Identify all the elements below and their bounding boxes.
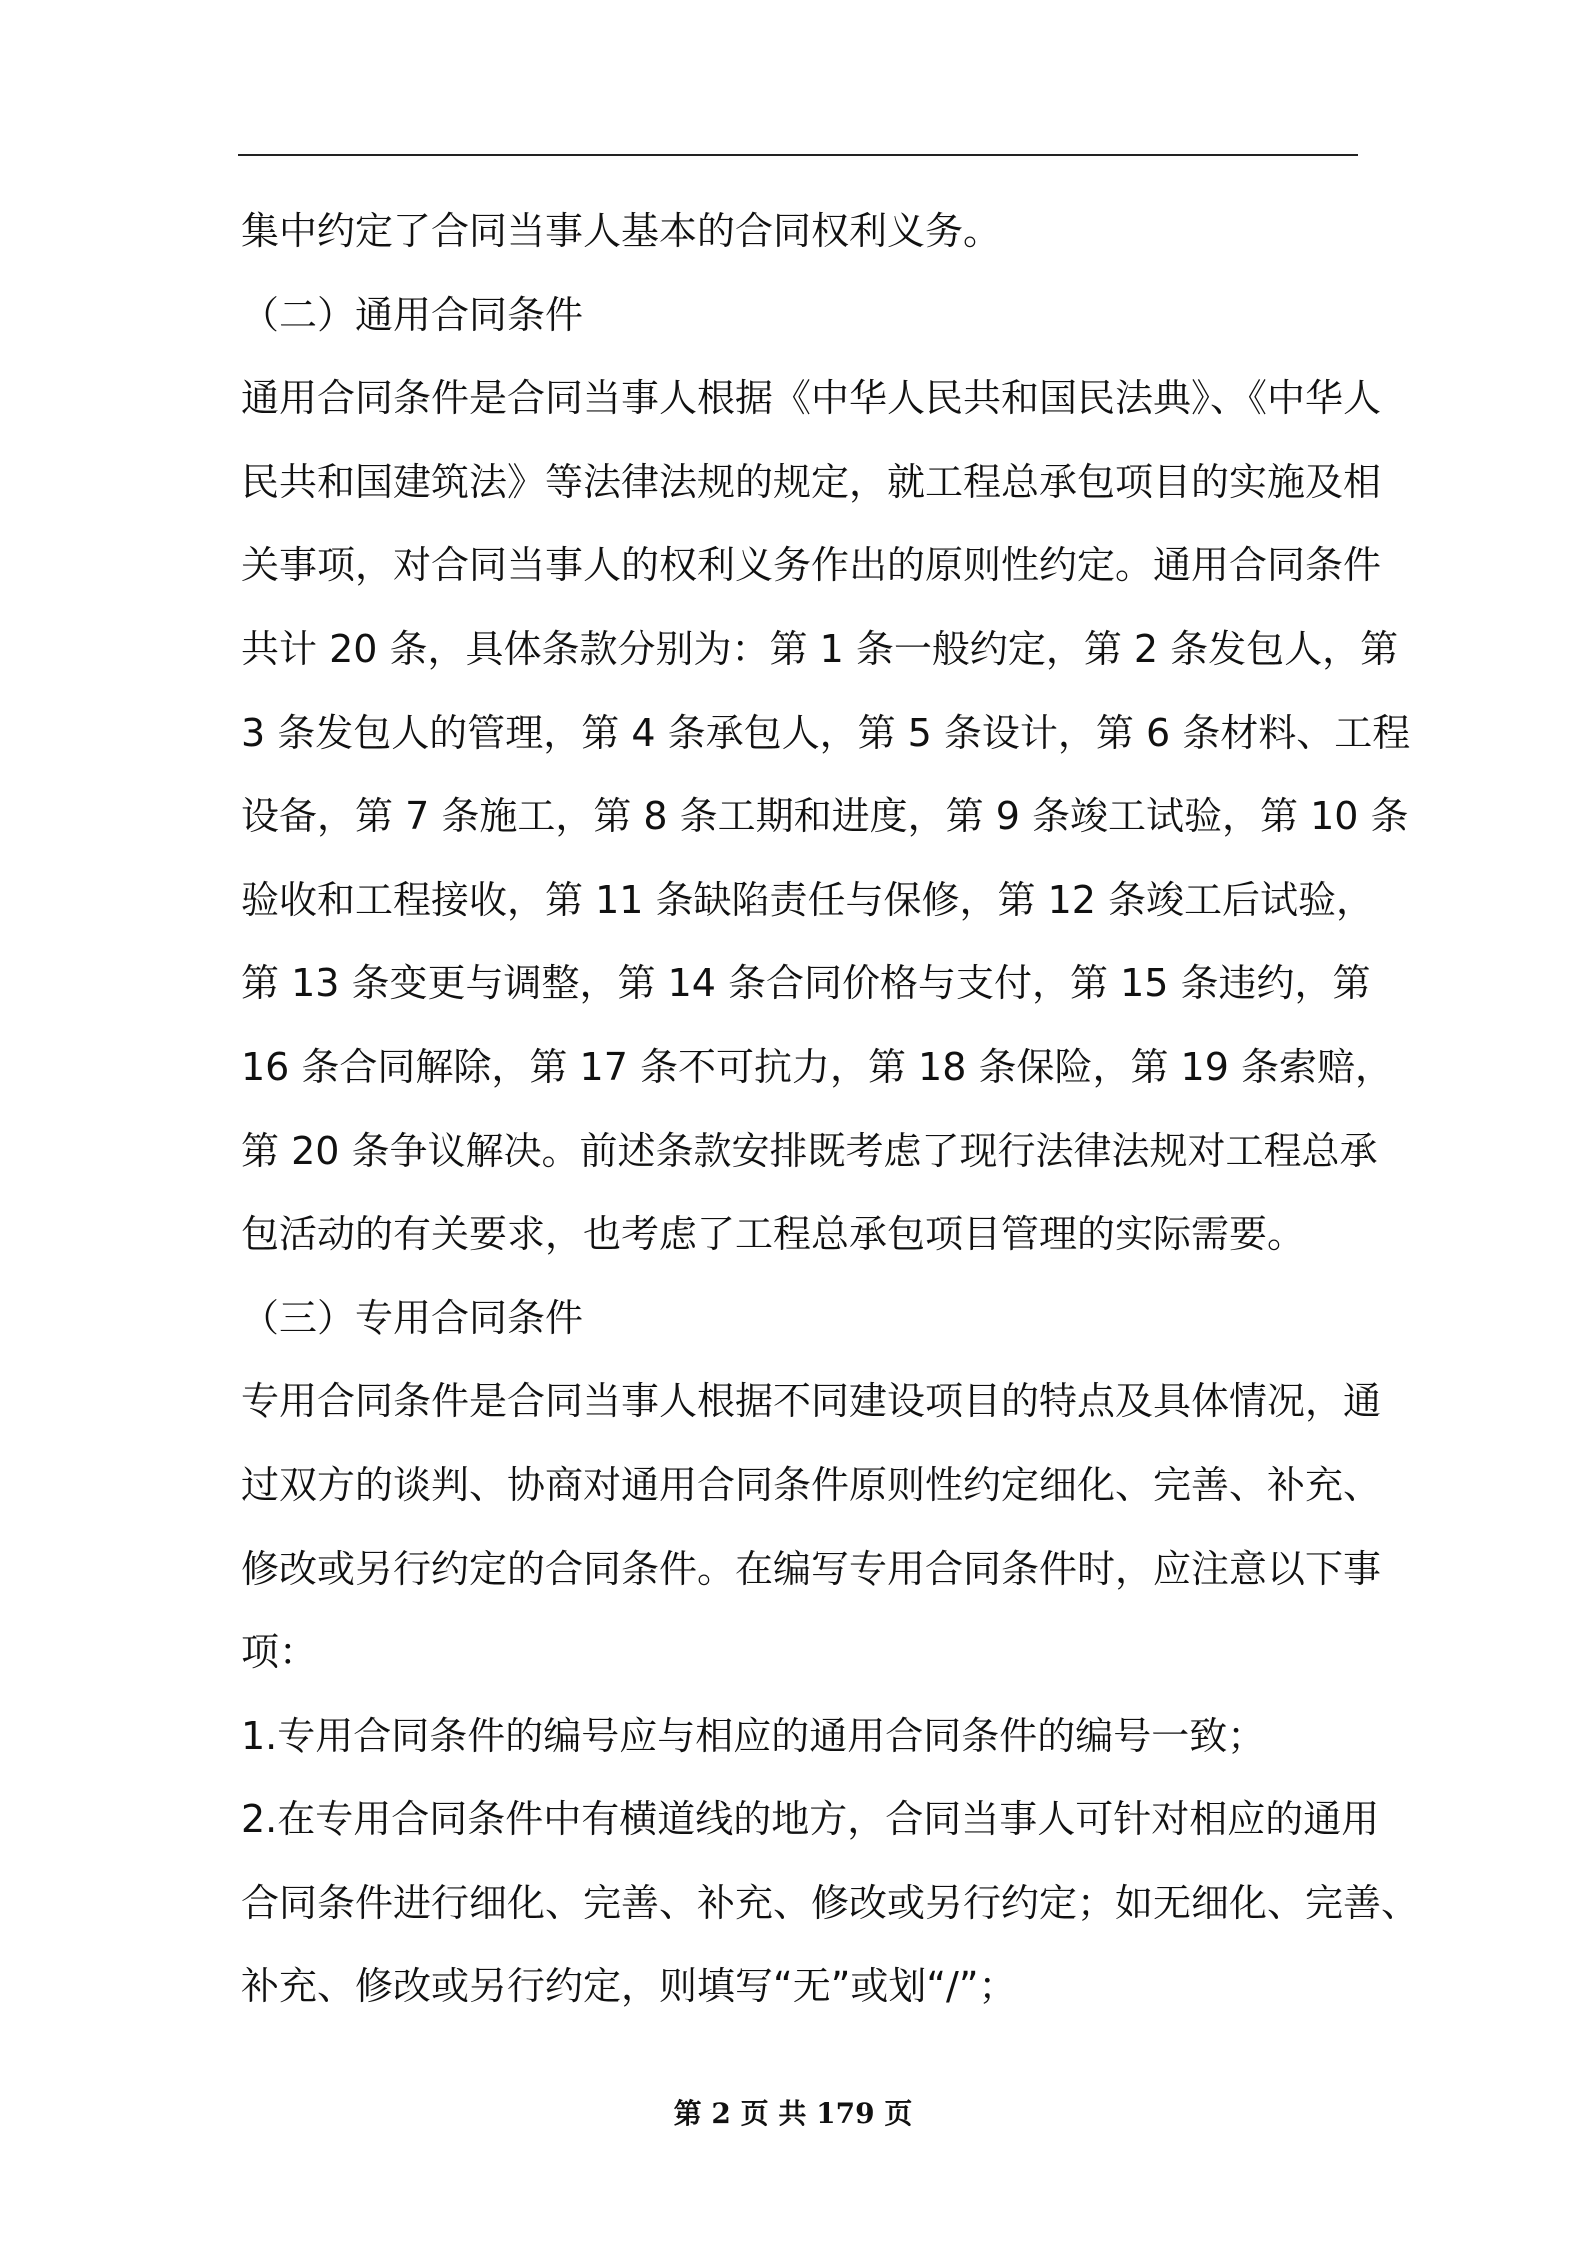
body-line: 民共和国建筑法》等法律法规的规定，就工程总承包项目的实施及相 [241,459,1382,504]
body-line: 修改或另行约定的合同条件。在编写专用合同条件时，应注意以下事 [241,1546,1382,1591]
body-line: 专用合同条件是合同当事人根据不同建设项目的特点及具体情况，通 [241,1379,1382,1424]
document-body [241,190,1420,2029]
body-line: 过双方的谈判、协商对通用合同条件原则性约定细化、完善、补充、 [241,1462,1382,1507]
body-line: 合同条件进行细化、完善、补充、修改或另行约定；如无细化、完善、 [241,1880,1420,1925]
body-line: 补充、修改或另行约定，则填写“无”或划“/”； [241,1964,1017,2009]
body-line: 项： [241,1630,318,1675]
body-line: 16 条合同解除，第 17 条不可抗力，第 18 条保险，第 19 条索赔， [241,1044,1393,1089]
body-line: 包活动的有关要求，也考虑了工程总承包项目管理的实际需要。 [241,1212,1306,1257]
header-rule [238,154,1358,156]
section-heading: （三）专用合同条件 [241,1295,584,1340]
page-number: 第 2 页 共 179 页 [673,2097,913,2130]
body-line: 第 20 条争议解决。前述条款安排既考虑了现行法律法规对工程总承 [241,1128,1378,1173]
list-item: 1.专用合同条件的编号应与相应的通用合同条件的编号一致； [241,1713,1266,1758]
body-line: 验收和工程接收，第 11 条缺陷责任与保修，第 12 条竣工后试验， [241,877,1375,922]
body-line: 3 条发包人的管理，第 4 条承包人，第 5 条设计，第 6 条材料、工程 [241,710,1411,755]
body-line: 设备，第 7 条施工，第 8 条工期和进度，第 9 条竣工试验，第 10 条 [241,794,1409,839]
list-item: 2.在专用合同条件中有横道线的地方，合同当事人可针对相应的通用 [241,1797,1380,1842]
body-line: 共计 20 条，具体条款分别为：第 1 条一般约定，第 2 条发包人，第 [241,626,1399,671]
section-heading: （二）通用合同条件 [241,292,584,337]
body-line: 关事项，对合同当事人的权利义务作出的原则性约定。通用合同条件 [241,543,1382,588]
body-line: 集中约定了合同当事人基本的合同权利义务。 [241,209,1002,253]
body-line: 第 13 条变更与调整，第 14 条合同价格与支付，第 15 条违约，第 [241,961,1371,1006]
body-line: 通用合同条件是合同当事人根据《中华人民共和国民法典》、《中华人 [241,376,1382,421]
